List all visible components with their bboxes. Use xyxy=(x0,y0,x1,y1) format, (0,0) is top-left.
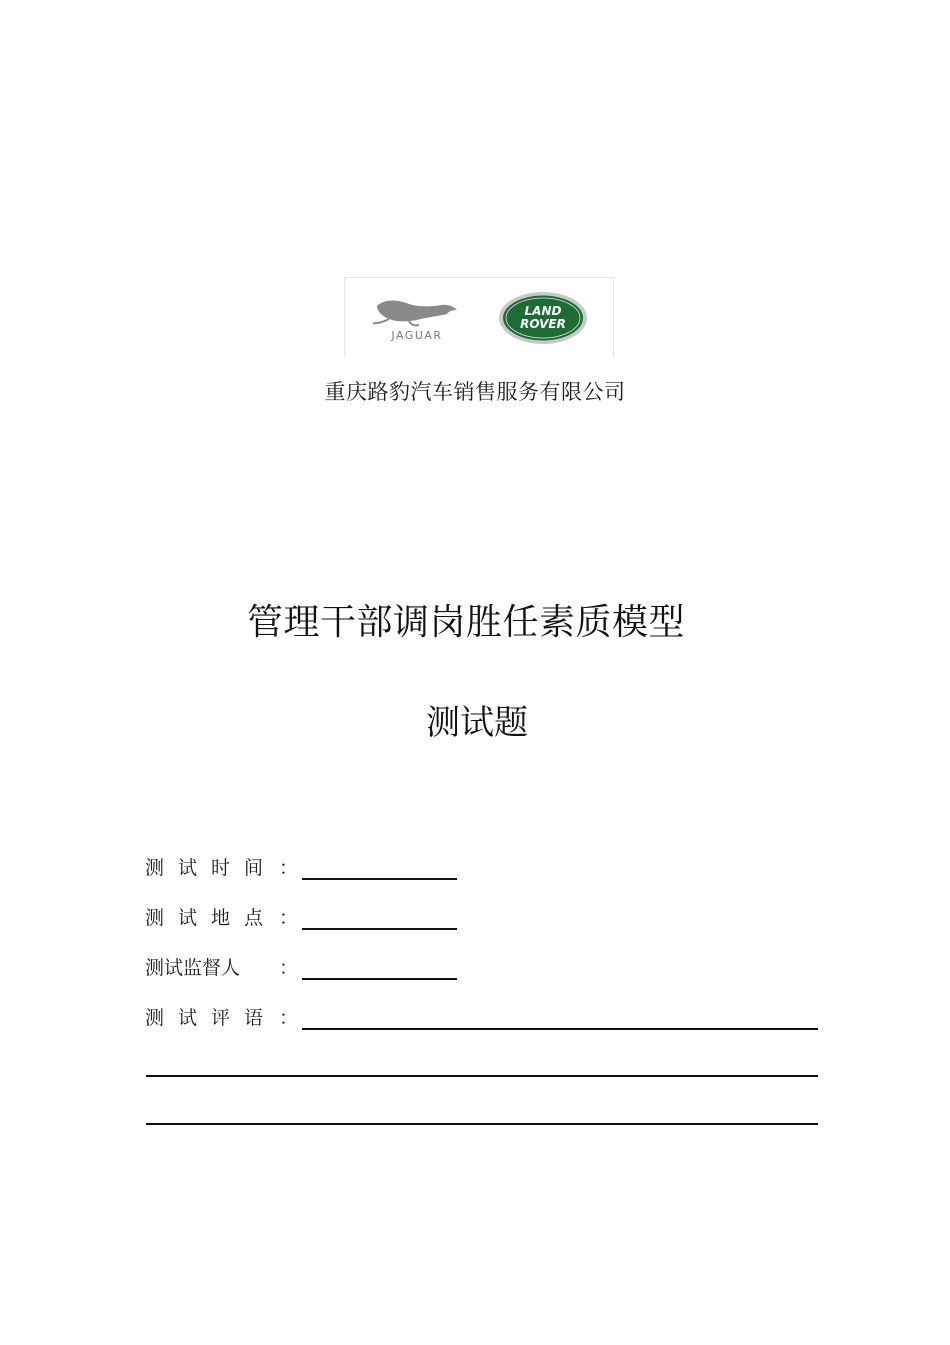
field-test-location xyxy=(145,903,475,933)
field-colon: ： xyxy=(279,907,299,929)
land-rover-logo-text-2: ROVER xyxy=(520,317,566,331)
land-rover-logo xyxy=(497,290,589,346)
field-colon: ： xyxy=(279,857,299,879)
field-label: 测试监督人 xyxy=(145,957,241,979)
field-test-time xyxy=(145,853,475,883)
company-name: 重庆路豹汽车销售服务有限公司 xyxy=(324,380,626,404)
land-rover-logo-text-1: LAND xyxy=(524,304,562,318)
field-test-supervisor xyxy=(145,953,475,983)
field-test-comments xyxy=(145,1003,835,1033)
blank-line[interactable] xyxy=(302,878,457,880)
field-colon: ： xyxy=(279,957,299,979)
field-colon: ： xyxy=(279,1007,299,1029)
blank-line[interactable] xyxy=(302,1028,818,1030)
jaguar-logo xyxy=(369,292,465,344)
document-subtitle: 测试题 xyxy=(426,703,528,743)
blank-line[interactable] xyxy=(302,928,457,930)
document-title: 管理干部调岗胜任素质模型 xyxy=(246,602,685,643)
logo-banner xyxy=(344,277,614,357)
field-label: 测试地点 xyxy=(145,907,278,929)
comments-blank-line[interactable] xyxy=(146,1123,818,1125)
field-label: 测试评语 xyxy=(145,1007,278,1029)
blank-line[interactable] xyxy=(302,978,457,980)
comments-blank-line[interactable] xyxy=(146,1075,818,1077)
jaguar-logo-text: JAGUAR xyxy=(391,329,443,342)
field-label: 测试时间 xyxy=(145,857,278,879)
